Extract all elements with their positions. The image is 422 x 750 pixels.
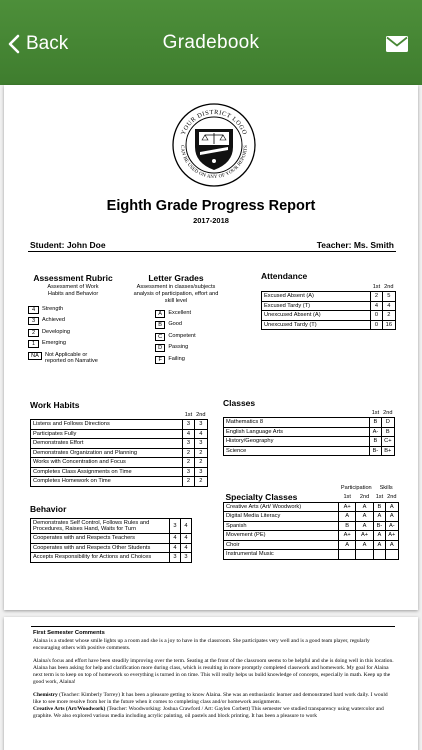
- column-header: 1st: [343, 494, 351, 500]
- row-label: Mathematics 8: [224, 418, 370, 428]
- grade-cell: 3: [170, 519, 181, 534]
- letter-grades: [130, 273, 222, 367]
- mail-icon: [386, 36, 408, 52]
- behavior-table: [30, 518, 192, 563]
- table-row: [262, 311, 396, 321]
- rubric-label: Emerging: [42, 340, 66, 347]
- row-label: Science: [224, 446, 370, 456]
- letter-grades-heading: Letter Grades: [148, 273, 204, 283]
- table-row: [224, 446, 395, 456]
- table-row: [224, 418, 395, 428]
- svg-text:YOUR DISTRICT LOGO: YOUR DISTRICT LOGO: [179, 108, 249, 137]
- row-label: Excused Absent (A): [262, 292, 371, 302]
- grade-cell: B-: [374, 521, 385, 531]
- grade-cell: [374, 550, 385, 560]
- table-row: [31, 429, 208, 439]
- rubric-code-box: NA: [28, 352, 42, 360]
- table-row: [262, 301, 396, 311]
- comment-paragraph: [33, 706, 395, 720]
- group-header: Participation: [340, 484, 372, 491]
- spacer: [31, 410, 183, 420]
- grade-cell: 3: [194, 420, 207, 430]
- attendance-section: [261, 271, 399, 330]
- row-label: Choir: [224, 540, 339, 550]
- table-row: [31, 420, 208, 430]
- grade-cell: 3: [183, 439, 194, 449]
- table-row: [31, 439, 208, 449]
- grade-cell: 2: [194, 448, 207, 458]
- column-header: 1st: [371, 409, 380, 416]
- rubric-desc: Assessment of Work Habits and Behavior: [47, 284, 99, 297]
- grade-cell: A+: [339, 531, 356, 541]
- table-row: [31, 448, 208, 458]
- grade-cell: A: [339, 512, 356, 522]
- grade-cell: A: [374, 531, 385, 541]
- specialty-section: [223, 483, 403, 560]
- grade-cell: 3: [181, 553, 192, 563]
- table-row: [31, 458, 208, 468]
- grade-cell: 4: [382, 301, 395, 311]
- letter-item: [155, 344, 222, 352]
- table-row: [224, 521, 399, 531]
- row-label: Participates Fully: [31, 429, 183, 439]
- letter-label: Competent: [168, 332, 196, 339]
- grade-cell: 4: [181, 519, 192, 534]
- grade-cell: 2: [371, 292, 382, 302]
- row-label: Demonstrates Effort: [31, 439, 183, 449]
- attendance-header-row: [262, 282, 396, 292]
- grade-cell: 3: [183, 467, 194, 477]
- grade-cell: B: [370, 418, 381, 428]
- grade-cell: A-: [385, 521, 398, 531]
- grade-cell: B-: [370, 446, 381, 456]
- grade-cell: A: [374, 512, 385, 522]
- comment-paragraph: [33, 692, 395, 706]
- grade-cell: [339, 550, 356, 560]
- table-row: [31, 519, 192, 534]
- row-label: Completes Class Assignments on Time: [31, 467, 183, 477]
- grade-cell: A: [385, 502, 398, 512]
- grade-cell: 4: [181, 543, 192, 553]
- grade-cell: A: [385, 512, 398, 522]
- rubric-item: [28, 306, 118, 314]
- letter-item: [155, 333, 222, 341]
- grade-cell: 4: [170, 534, 181, 544]
- grade-cell: 3: [194, 439, 207, 449]
- comment-paragraph: Alaina's focus and effort have been steadily improving over the term. Seating at the front of the classroom seems to be helpful and she is doing well in this location. Alaina has been asking for help and clarification more during class, which is resulting in more promptly completed classwork and homework. My goal for Alaina next term is to keep on top of homework so everything is turned in on time. This will really helps us build knowledge of concepts, especially in math. Keep up the good work, Alaina!: [33, 658, 394, 685]
- grade-cell: C+: [381, 437, 394, 447]
- letter-item: [155, 321, 222, 329]
- letter-grades-desc: Assessment in classes/subjects analysis of participation, effort and skill level: [133, 284, 219, 304]
- comment-text: (Teacher: Woodworking: Joshua Crawford / Art: Gaylen Corbett) This semester we studied transparency using watercolor and graphite. We also explored various media including acrylic painting, oil pastels and block printing. It has been a pleasure to work: [33, 706, 384, 719]
- rubric-item: [28, 317, 118, 325]
- table-row: [31, 477, 208, 487]
- grade-cell: 4: [170, 543, 181, 553]
- row-label: Creative Arts (Art/ Woodwork): [224, 502, 339, 512]
- comment-text: (Teacher: Kimberly Torrey) It has been a pleasure getting to know Alaina. She was an enthusiastic learner and demonstrated hard work daily. I would like to see more resolve from her in the future when it comes to completing class and/or homework assignments.: [33, 692, 388, 705]
- table-row: [224, 427, 395, 437]
- table-row: [224, 540, 399, 550]
- row-label: Excused Tardy (T): [262, 301, 371, 311]
- table-row: [31, 534, 192, 544]
- grade-cell: 2: [194, 477, 207, 487]
- grade-cell: A+: [339, 502, 356, 512]
- grade-cell: A: [385, 540, 398, 550]
- specialty-table: [223, 483, 399, 560]
- grade-cell: 3: [194, 467, 207, 477]
- report-page-2: [4, 617, 418, 750]
- grade-cell: 2: [194, 458, 207, 468]
- row-label: Demonstrates Organization and Planning: [31, 448, 183, 458]
- table-row: [224, 512, 399, 522]
- subject-name: Creative Arts (Art/Woodwork): [33, 706, 106, 712]
- row-label: Accepts Responsibility for Actions and Choices: [31, 553, 170, 563]
- grade-cell: A: [374, 540, 385, 550]
- grade-cell: 4: [371, 301, 382, 311]
- classes-header-row: [224, 408, 395, 418]
- work-habits-table: [30, 410, 208, 487]
- rubric-item: [28, 329, 118, 337]
- page-title: Gradebook: [162, 32, 260, 53]
- grade-cell: A-: [370, 427, 381, 437]
- rubric-list: [28, 306, 118, 364]
- table-row: [224, 550, 399, 560]
- teacher-name: Teacher: Ms. Smith: [316, 240, 394, 250]
- grade-cell: 2: [183, 477, 194, 487]
- row-label: Cooperates with and Respects Teachers: [31, 534, 170, 544]
- divider: [31, 626, 395, 627]
- rubric-code-box: 2: [28, 329, 39, 337]
- grade-cell: [355, 550, 373, 560]
- rubric-label: Not Applicable or reported on Narrative: [45, 351, 98, 364]
- letter-code-box: D: [155, 344, 165, 352]
- rubric-code-box: 4: [28, 306, 39, 314]
- grade-cell: 4: [181, 534, 192, 544]
- mail-button[interactable]: [386, 36, 408, 57]
- assessment-rubric: [28, 273, 118, 367]
- row-label: Works with Concentration and Focus: [31, 458, 183, 468]
- rubric-item: [28, 340, 118, 348]
- student-name: Student: John Doe: [30, 240, 106, 250]
- behavior-section: [30, 504, 208, 563]
- table-row: [262, 292, 396, 302]
- grade-cell: 5: [382, 292, 395, 302]
- row-label: Listens and Follows Directions: [31, 420, 183, 430]
- svg-text:CAN BE USED ON ANY OF YOUR REP: CAN BE USED ON ANY OF YOUR REPORTS: [178, 144, 250, 181]
- letter-label: Passing: [168, 344, 189, 351]
- comments-heading: First Semester Comments: [33, 630, 105, 636]
- work-habits-heading: Work Habits: [30, 400, 80, 410]
- spacer: [262, 282, 371, 292]
- row-label: Digital Media Literacy: [224, 512, 339, 522]
- grade-cell: 2: [382, 311, 395, 321]
- rubric-heading: Assessment Rubric: [33, 273, 113, 283]
- grade-cell: B: [381, 427, 394, 437]
- letter-label: Good: [168, 321, 183, 328]
- grade-cell: A+: [385, 531, 398, 541]
- row-label: Instrumental Music: [224, 550, 339, 560]
- grade-cell: 3: [170, 553, 181, 563]
- subject-name: Chemistry: [33, 692, 58, 698]
- group-header: Skills: [379, 484, 393, 491]
- comments-section: [33, 628, 395, 720]
- report-page-1: [4, 85, 418, 610]
- grade-cell: A: [355, 540, 373, 550]
- grade-cell: 0: [371, 311, 382, 321]
- grade-cell: 0: [371, 320, 382, 330]
- table-row: [224, 437, 395, 447]
- classes-section: [223, 398, 399, 456]
- letter-code-box: B: [155, 321, 165, 329]
- grade-cell: [385, 550, 398, 560]
- grade-cell: 2: [183, 458, 194, 468]
- specialty-heading: Specialty Classes: [225, 492, 298, 503]
- rubric-code-box: 3: [28, 317, 39, 325]
- column-header: 1st: [372, 283, 381, 290]
- divider: [28, 251, 396, 252]
- letter-code-box: F: [155, 356, 165, 364]
- attendance-heading: Attendance: [261, 271, 308, 281]
- row-label: Movement (PE): [224, 531, 339, 541]
- table-row: [31, 543, 192, 553]
- row-label: History/Geography: [224, 437, 370, 447]
- grade-cell: A+: [355, 531, 373, 541]
- school-year: 2017-2018: [193, 216, 229, 225]
- row-label: Spanish: [224, 521, 339, 531]
- table-row: [224, 502, 399, 512]
- letter-label: Failing: [168, 355, 185, 362]
- column-header: 2nd: [196, 411, 206, 418]
- column-header: 1st: [184, 411, 193, 418]
- grade-cell: 16: [382, 320, 395, 330]
- nav-bar: [0, 0, 422, 85]
- back-label: Back: [26, 33, 69, 54]
- rubric-label: Achieved: [42, 317, 66, 324]
- rubric-code-box: 1: [28, 340, 39, 348]
- row-label: Unexcused Absent (A): [262, 311, 371, 321]
- grade-cell: A: [339, 540, 356, 550]
- rubric-label: Developing: [42, 328, 70, 335]
- row-label: English Language Arts: [224, 427, 370, 437]
- report-title: Eighth Grade Progress Report: [106, 198, 316, 214]
- district-seal-logo: [171, 102, 257, 188]
- grade-cell: A: [355, 502, 373, 512]
- specialty-group-row: [224, 483, 399, 493]
- table-row: [31, 467, 208, 477]
- work-habits-section: [30, 400, 208, 487]
- spacer: [224, 408, 370, 418]
- grade-cell: 4: [194, 429, 207, 439]
- grade-cell: A: [355, 521, 373, 531]
- comment-paragraph: Alaina is a student whose smile lights up a room and she is a joy to have in the classroom. She participates very well and is a good team player, regularly encouraging others with positive comments.: [33, 638, 370, 651]
- letter-list: [130, 310, 222, 364]
- grade-cell: 3: [183, 420, 194, 430]
- column-header: 2nd: [383, 409, 393, 416]
- classes-table: [223, 408, 395, 456]
- row-label: Cooperates with and Respects Other Students: [31, 543, 170, 553]
- column-header: 2nd: [387, 494, 397, 500]
- work_habits-header-row: [31, 410, 208, 420]
- attendance-table: [261, 282, 396, 330]
- grade-cell: B: [374, 502, 385, 512]
- grade-cell: 4: [183, 429, 194, 439]
- row-label: Demonstrates Self Control, Follows Rules and Procedures, Raises Hand, Waits for Turn: [31, 519, 170, 534]
- grade-cell: B: [370, 437, 381, 447]
- letter-code-box: A: [155, 310, 165, 318]
- grade-cell: 2: [183, 448, 194, 458]
- behavior-heading: Behavior: [30, 504, 67, 514]
- table-row: [262, 320, 396, 330]
- column-header: 2nd: [359, 494, 370, 500]
- table-row: [224, 531, 399, 541]
- grade-cell: A: [355, 512, 373, 522]
- grade-cell: B+: [381, 446, 394, 456]
- column-header: 2nd: [384, 283, 394, 290]
- letter-item: [155, 310, 222, 318]
- rubric-label: Strength: [42, 306, 64, 312]
- rubric-item: [28, 352, 118, 364]
- letter-code-box: C: [155, 333, 165, 341]
- letter-item: [155, 356, 222, 364]
- letter-label: Excellent: [168, 310, 192, 316]
- grade-cell: B: [339, 521, 356, 531]
- classes-heading: Classes: [223, 398, 256, 408]
- column-header: 1st: [375, 494, 384, 500]
- table-row: [31, 553, 192, 563]
- row-label: Unexcused Tardy (T): [262, 320, 371, 330]
- grade-cell: D: [381, 418, 394, 428]
- row-label: Completes Homework on Time: [31, 477, 183, 487]
